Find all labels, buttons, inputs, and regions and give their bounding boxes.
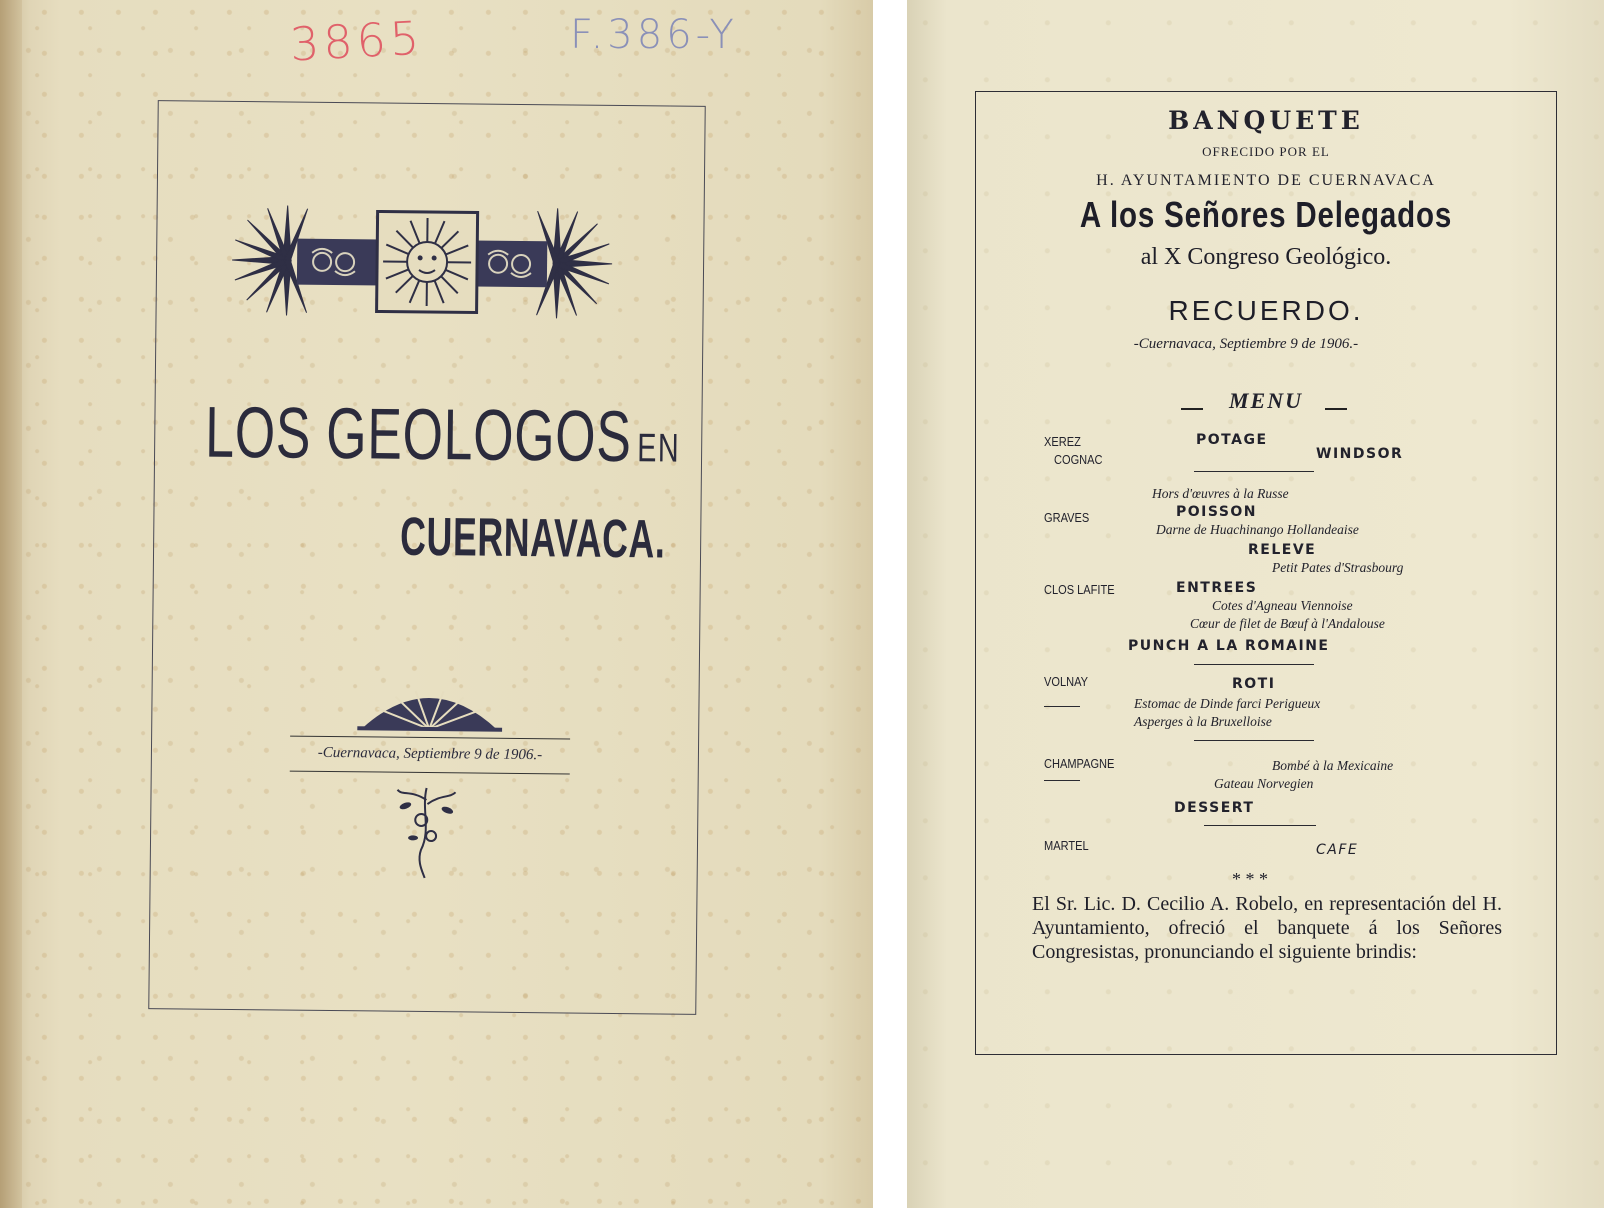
date-rule-bottom bbox=[290, 771, 570, 775]
course-windsor: WINDSOR bbox=[1316, 446, 1404, 462]
wine-martel: MARTEL bbox=[1044, 838, 1089, 853]
course-punch: PUNCH A LA ROMAINE bbox=[1128, 638, 1330, 654]
dish-petit-pates: Petit Pates d'Strasbourg bbox=[1272, 560, 1404, 575]
cover-date: -Cuernavaca, Septiembre 9 de 1906.- bbox=[317, 744, 543, 764]
floral-sprig-icon bbox=[391, 780, 462, 881]
page-gutter bbox=[873, 0, 907, 1208]
menu-flourish-right bbox=[1325, 408, 1347, 410]
menu-page bbox=[907, 0, 1604, 1208]
course-divider bbox=[1194, 740, 1314, 741]
dish-asperges: Asperges à la Bruxelloise bbox=[1134, 714, 1272, 729]
course-divider bbox=[1204, 825, 1316, 826]
banquet-heading: BANQUETE bbox=[1168, 106, 1364, 135]
dish-gateau: Gateau Norvegien bbox=[1214, 776, 1314, 791]
dish-estomac: Estomac de Dinde farci Perigueux bbox=[1134, 696, 1321, 711]
menu-heading: MENU bbox=[1228, 388, 1303, 413]
shelf-mark-blue: F.386-Y bbox=[570, 12, 738, 58]
title-main: LOS GEOLOGOS bbox=[204, 392, 633, 478]
course-potage: POTAGE bbox=[1196, 432, 1268, 448]
cover-title-place: CUERNAVACA. bbox=[399, 506, 666, 570]
course-releve: RELEVE bbox=[1248, 542, 1317, 558]
menu-date: -Cuernavaca, Septiembre 9 de 1906.- bbox=[1133, 336, 1359, 352]
closing-paragraph: El Sr. Lic. D. Cecilio A. Robelo, en representación del H. Ayuntamiento, ofreció el banquete á los Señores Congresistas, pronunciando el siguiente brindis: bbox=[1032, 893, 1502, 963]
dish-cotes: Cotes d'Agneau Viennoise bbox=[1212, 598, 1353, 613]
shelf-mark-red: 3865 bbox=[288, 10, 425, 72]
shell-ornament-icon bbox=[357, 686, 502, 734]
congress-line: al X Congreso Geológico. bbox=[1140, 244, 1392, 270]
wine-clos-lafite: CLOS LAFITE bbox=[1044, 582, 1115, 597]
course-dessert: DESSERT bbox=[1174, 800, 1255, 816]
title-en: EN bbox=[637, 426, 681, 471]
wine-rule bbox=[1044, 780, 1080, 781]
date-rule-top bbox=[290, 736, 570, 740]
course-cafe: CAFE bbox=[1316, 842, 1359, 858]
dish-bombe: Bombé à la Mexicaine bbox=[1272, 758, 1394, 773]
wine-rule bbox=[1044, 706, 1080, 707]
course-poisson: POISSON bbox=[1176, 504, 1258, 520]
course-divider bbox=[1194, 664, 1314, 665]
delegates-line: A los Señores Delegados bbox=[1079, 194, 1453, 235]
course-roti: ROTI bbox=[1232, 676, 1276, 692]
wine-xerez: XEREZ bbox=[1044, 434, 1081, 449]
wine-champagne: CHAMPAGNE bbox=[1044, 756, 1115, 771]
host-line: H. AYUNTAMIENTO DE CUERNAVACA bbox=[1096, 172, 1436, 189]
wine-volnay: VOLNAY bbox=[1044, 674, 1089, 689]
dish-darne: Darne de Huachinango Hollandeaise bbox=[1156, 522, 1359, 537]
cover-title bbox=[205, 392, 681, 479]
sun-ornament-icon bbox=[216, 190, 628, 344]
menu-border-frame bbox=[975, 91, 1557, 1055]
asterism: * * * bbox=[1232, 869, 1268, 889]
dish-hors-doeuvres: Hors d'œuvres à la Russe bbox=[1152, 486, 1289, 501]
souvenir-heading: RECUERDO. bbox=[1168, 295, 1364, 326]
cover-border-frame bbox=[148, 100, 705, 1015]
book-spine-edge bbox=[0, 0, 22, 1208]
wine-cognac: COGNAC bbox=[1054, 452, 1103, 467]
dish-coeur: Cœur de filet de Bœuf à l'Andalouse bbox=[1190, 616, 1385, 631]
course-entrees: ENTREES bbox=[1176, 580, 1258, 596]
offered-by: OFRECIDO POR EL bbox=[1202, 144, 1330, 159]
wine-graves: GRAVES bbox=[1044, 510, 1090, 525]
course-divider bbox=[1194, 471, 1314, 472]
